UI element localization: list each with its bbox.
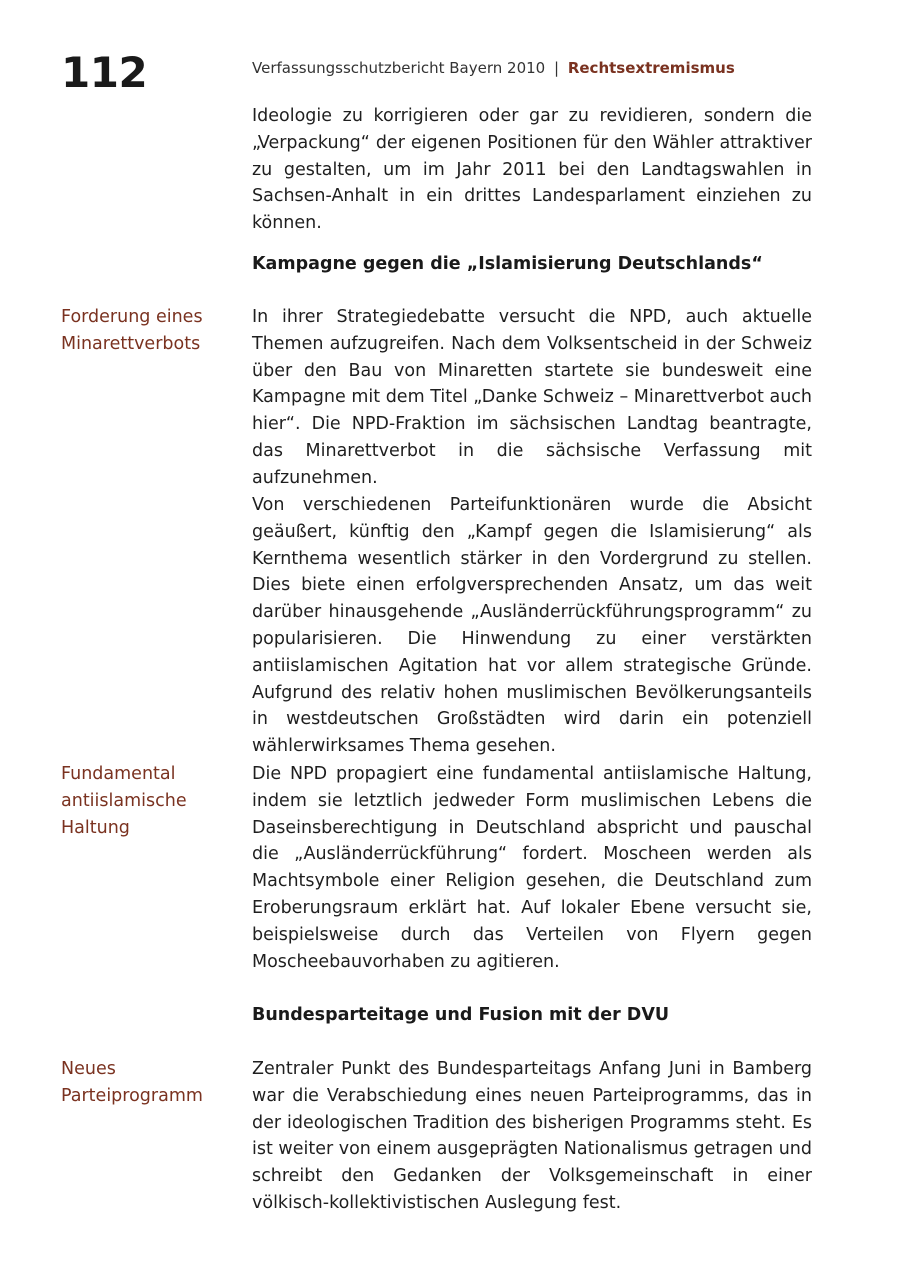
margin-note-minarett xyxy=(61,304,231,358)
margin-note-fundamental xyxy=(61,761,231,841)
paragraph-parteiprogramm: Zentraler Punkt des Bundesparteitags Anfang Juni in Bamberg war die Verabschiedung eines neuen Parteiprogramms, das in der ideologischen Tradition des bisherigen Programms steht. Es ist weiter von einem ausgeprägten Nationalismus getragen und schreibt den Gedanken der Volksgemeinschaft in einer völkisch-kollektivistischen Auslegung fest. xyxy=(252,1059,812,1213)
margin-note-line: antiislamische xyxy=(61,790,187,811)
margin-note-line: Minarettverbots xyxy=(61,333,201,354)
running-header xyxy=(252,58,735,78)
paragraph-islamisierung: Von verschiedenen Parteifunktionären wurde die Absicht geäußert, künftig den „Kampf gegen die Islamisierung“ als Kernthema wesentlich stärker in den Vordergrund zu stellen. Dies biete einen erfolgversprechenden Ansatz, um das weit darüber hinausgehende „Ausländerrückführungsprogramm“ zu popularisieren. Die Hinwendung zu einer verstärkten antiislamischen Agitation hat vor allem strategische Gründe. Aufgrund des relativ hohen muslimischen Bevölkerungsanteils in westdeutschen Großstädten wird darin ein potenziell wählerwirksames Thema gesehen. xyxy=(252,495,812,757)
margin-note-line: Fundamental xyxy=(61,764,176,784)
intro-paragraph: Ideologie zu korrigieren oder gar zu revidieren, sondern die „Verpackung“ der eigenen Positionen für den Wähler attraktiver zu gestalten, um im Jahr 2011 bei den Landtagswahlen in Sachsen-Anhalt in ein drittes Landesparlament einziehen zu können. xyxy=(252,106,812,234)
paragraph-minarett: In ihrer Strategiedebatte versucht die NPD, auch aktuelle Themen aufzugreifen. Nach dem Volksentscheid in der Schweiz über den Bau von Minaretten startete sie bundesweit eine Kampagne mit dem Titel „Danke Schweiz – Minarettverbot auch hier“. Die NPD-Fraktion im sächsischen Landtag beantragte, das Minarettverbot in die sächsische Verfassung mit aufzunehmen. xyxy=(252,307,812,488)
margin-note-line: Neues xyxy=(61,1059,116,1079)
heading-kampagne: Kampagne gegen die „Islamisierung Deutschlands“ xyxy=(252,254,763,274)
report-title: Verfassungsschutzbericht Bayern 2010 xyxy=(252,59,546,77)
heading-bundesparteitage: Bundesparteitage und Fusion mit der DVU xyxy=(252,1005,670,1025)
paragraph-fundamental: Die NPD propagiert eine fundamental antiislamische Haltung, indem sie letztlich jedweder Form muslimischen Lebens die Daseinsberechtigung in Deutschland abspricht und pauschal die „Ausländerrückführung“ fordert. Moscheen werden als Machtsymbole einer Religion gesehen, die Deutschland zum Eroberungsraum erklärt hat. Auf lokaler Ebene versucht sie, beispielsweise durch das Verteilen von Flyern gegen Moscheebauvorhaben zu agitieren. xyxy=(252,764,812,972)
margin-note-line: Parteiprogramm xyxy=(61,1085,203,1106)
page-number: 112 xyxy=(61,48,148,97)
margin-note-line: Forderung eines xyxy=(61,307,203,327)
margin-note-line: Haltung xyxy=(61,817,130,838)
margin-note-parteiprogramm xyxy=(61,1056,231,1110)
header-separator: | xyxy=(553,59,560,77)
section-title: Rechtsextremismus xyxy=(567,59,735,77)
